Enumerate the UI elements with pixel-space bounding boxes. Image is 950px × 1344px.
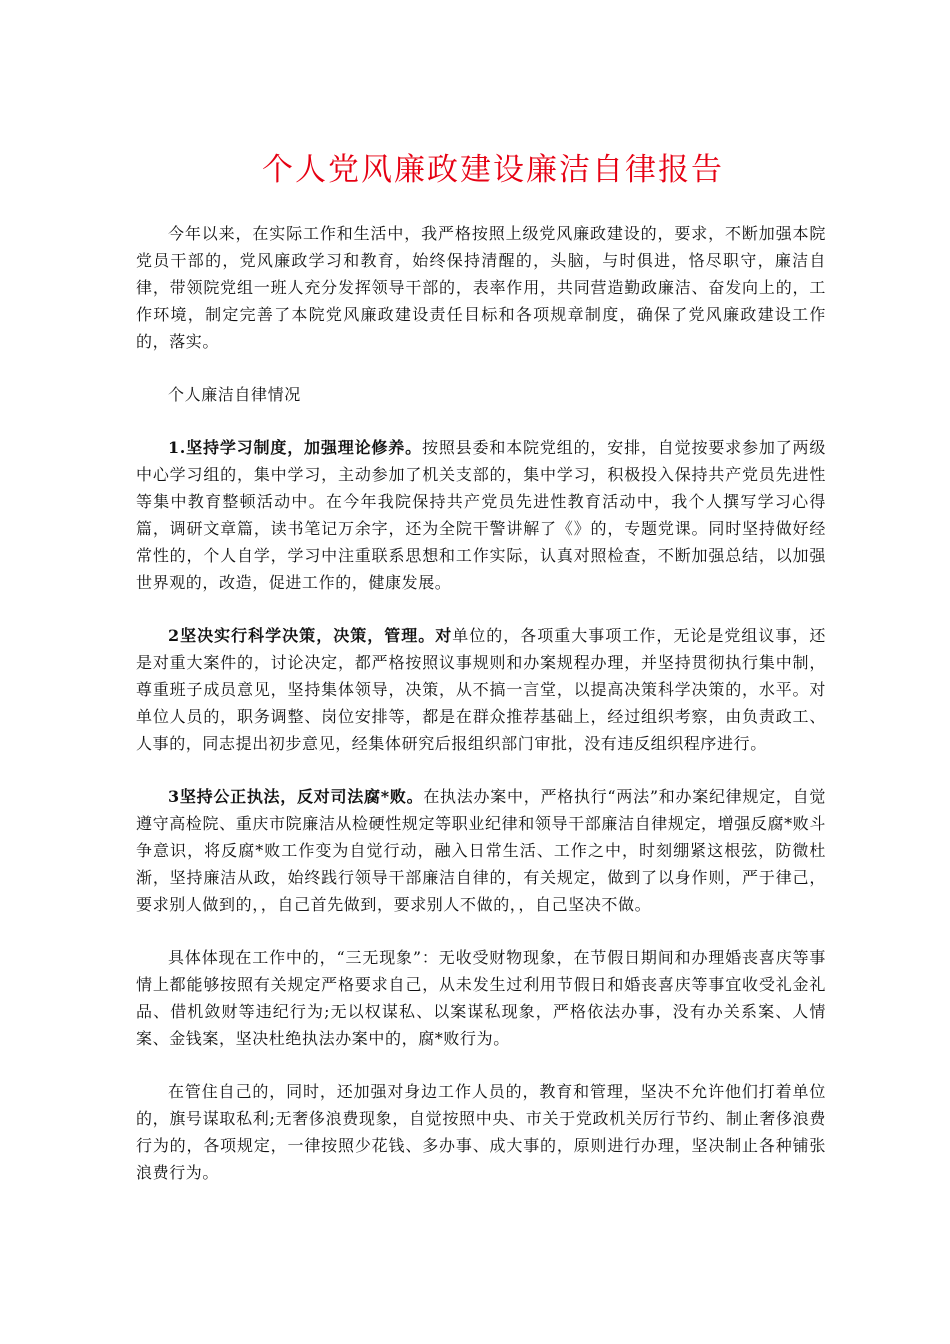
item-3-lead: 3坚持公正执法，反对司法腐*败。: [168, 787, 424, 806]
item-3-body: 在执法办案中，严格执行“两法”和办案纪律规定，自觉遵守高检院、重庆市院廉洁从检硬性规定等职业纪律和领导干部廉洁自律规定，增强反腐*败斗争意识，将反腐*败工作变为自觉行动，融入日常生活、工作之中，时刻绷紧这根弦，防微杜渐，坚持廉洁从政，始终践行领导干部廉洁自律的，有关规定，做到了以身作则，严于律己，要求别人做到的，，自己首先做到，要求别人不做的，，自己坚决不做。: [136, 787, 826, 914]
specific-paragraph: 具体体现在工作中的，“三无现象”：无收受财物现象，在节假日期间和办理婚丧喜庆等事情上都能够按照有关规定严格要求自己，从未发生过利用节假日和婚丧喜庆等事宜收受礼金礼品、借机敛财等违纪行为;无以权谋私、以案谋私现象，严格依法办事，没有办关系案、人情案、金钱案，坚决杜绝执法办案中的，腐*败行为。: [136, 948, 826, 1048]
document-body: [136, 220, 826, 1186]
item-3-paragraph: [136, 783, 826, 918]
last-paragraph: 在管住自己的，同时，还加强对身边工作人员的，教育和管理，坚决不允许他们打着单位的，旗号谋取私利;无奢侈浪费现象，自觉按照中央、市关于党政机关厉行节约、制止奢侈浪费行为的，各项规定，一律按照少花钱、多办事、成大事的，原则进行办理，坚决制止各种铺张浪费行为。: [136, 1082, 826, 1182]
intro-paragraph: 今年以来，在实际工作和生活中，我严格按照上级党风廉政建设的，要求，不断加强本院党员干部的，党风廉政学习和教育，始终保持清醒的，头脑，与时俱进，恪尽职守，廉洁自律，带领院党组一班人充分发挥领导干部的，表率作用，共同营造勤政廉洁、奋发向上的，工作环境，制定完善了本院党风廉政建设责任目标和各项规章制度，确保了党风廉政建设工作的，落实。: [136, 224, 826, 351]
item-2-body: 单位的，各项重大事项工作，无论是党组议事，还是对重大案件的，讨论决定，都严格按照议事规则和办案规程办理，并坚持贯彻执行集中制，尊重班子成员意见，坚持集体领导，决策，从不搞一言堂，以提高决策科学决策的，水平。对单位人员的，职务调整、岗位安排等，都是在群众推荐基础上，经过组织考察，由负责政工、人事的，同志提出初步意见，经集体研究后报组织部门审批，没有违反组织程序进行。: [136, 626, 826, 753]
item-1-body: 按照县委和本院党组的，安排，自觉按要求参加了两级中心学习组的，集中学习，主动参加了机关支部的，集中学习，积极投入保持共产党员先进性等集中教育整顿活动中。在今年我院保持共产党员先进性教育活动中，我个人撰写学习心得篇，调研文章篇，读书笔记万余字，还为全院干警讲解了《》的，专题党课。同时坚持做好经常性的，个人自学，学习中注重联系思想和工作实际，认真对照检查，不断加强总结，以加强世界观的，改造，促进工作的，健康发展。: [136, 438, 826, 592]
item-2-paragraph: [136, 622, 826, 757]
item-2-lead: 2坚决实行科学决策，决策，管理。对: [168, 626, 453, 645]
item-1-paragraph: [136, 434, 826, 596]
section-heading: 个人廉洁自律情况: [168, 385, 301, 404]
item-1-lead: 1.坚持学习制度，加强理论修养。: [168, 438, 422, 457]
document-title: 个人党风廉政建设廉洁自律报告: [262, 152, 724, 188]
